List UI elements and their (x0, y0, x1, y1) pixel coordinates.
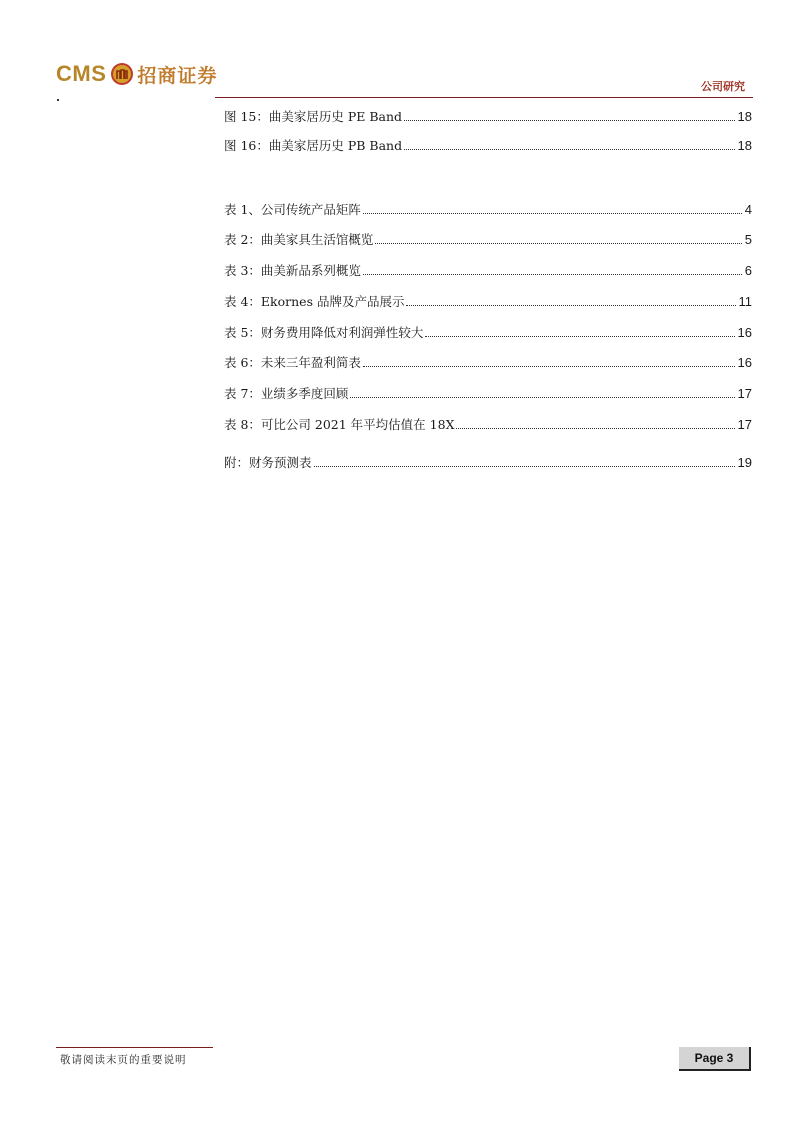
toc-entry-table-7[interactable] (224, 385, 752, 403)
dot-leader (404, 149, 734, 150)
toc-entry-appendix[interactable] (224, 454, 752, 472)
corner-mark (57, 99, 59, 101)
toc-entry-label: 表 1、公司传统产品矩阵 (224, 202, 361, 217)
toc-entry-page: 4 (744, 202, 752, 217)
disclaimer-note: 敬请阅读末页的重要说明 (60, 1054, 187, 1066)
toc-entry-label: 表 6：未来三年盈利简表 (224, 355, 361, 370)
toc-entry-label: 附：财务预测表 (224, 455, 312, 470)
dot-leader (425, 336, 734, 337)
logo-emblem-icon (110, 62, 134, 86)
toc-entry-table-6[interactable] (224, 354, 752, 372)
toc-entry-label: 表 5：财务费用降低对利润弹性较大 (224, 325, 424, 340)
page-number: Page 3 (679, 1047, 751, 1071)
toc-entry-page: 18 (737, 109, 752, 124)
toc-entry-page: 19 (737, 455, 752, 470)
toc-entry-page: 17 (737, 417, 752, 432)
logo-chinese-text: 招商证券 (137, 64, 218, 87)
toc-entry-page: 6 (744, 263, 752, 278)
toc-entry-table-5[interactable] (224, 324, 752, 342)
logo-latin-text: CMS (56, 61, 107, 86)
toc-entry-label: 表 8：可比公司 2021 年平均估值在 18X (224, 417, 455, 432)
dot-leader (363, 366, 735, 367)
toc-entry-figure-15[interactable] (224, 108, 752, 126)
toc-entry-label: 表 4：Ekornes 品牌及产品展示 (224, 294, 405, 309)
toc-entry-page: 5 (744, 232, 752, 247)
toc-entry-table-3[interactable] (224, 262, 752, 280)
section-label: 公司研究 (701, 80, 745, 93)
footer-divider (56, 1047, 213, 1048)
toc-entry-page: 17 (737, 386, 752, 401)
dot-leader (314, 466, 735, 467)
header-divider (215, 97, 753, 98)
dot-leader (350, 397, 734, 398)
toc-entry-table-2[interactable] (224, 231, 752, 249)
toc-entry-label: 图 15：曲美家居历史 PE Band (224, 109, 403, 124)
toc-entry-label: 表 7：业绩多季度回顾 (224, 386, 349, 401)
toc-entry-page: 11 (738, 294, 752, 309)
toc-entry-label: 图 16：曲美家居历史 PB Band (224, 138, 403, 153)
toc-entry-label: 表 2：曲美家具生活馆概览 (224, 232, 374, 247)
toc-entry-label: 表 3：曲美新品系列概览 (224, 263, 361, 278)
toc-entry-page: 16 (737, 325, 752, 340)
company-logo (56, 60, 217, 88)
toc-entry-page: 18 (737, 138, 752, 153)
dot-leader (363, 274, 742, 275)
dot-leader (456, 428, 734, 429)
dot-leader (363, 213, 742, 214)
dot-leader (375, 243, 741, 244)
toc-entry-table-8[interactable] (224, 416, 752, 434)
dot-leader (404, 120, 734, 121)
toc-entry-table-4[interactable] (224, 293, 752, 311)
toc-entry-table-1[interactable] (224, 201, 752, 219)
dot-leader (406, 305, 735, 306)
toc-entry-figure-16[interactable] (224, 137, 752, 155)
toc-entry-page: 16 (737, 355, 752, 370)
